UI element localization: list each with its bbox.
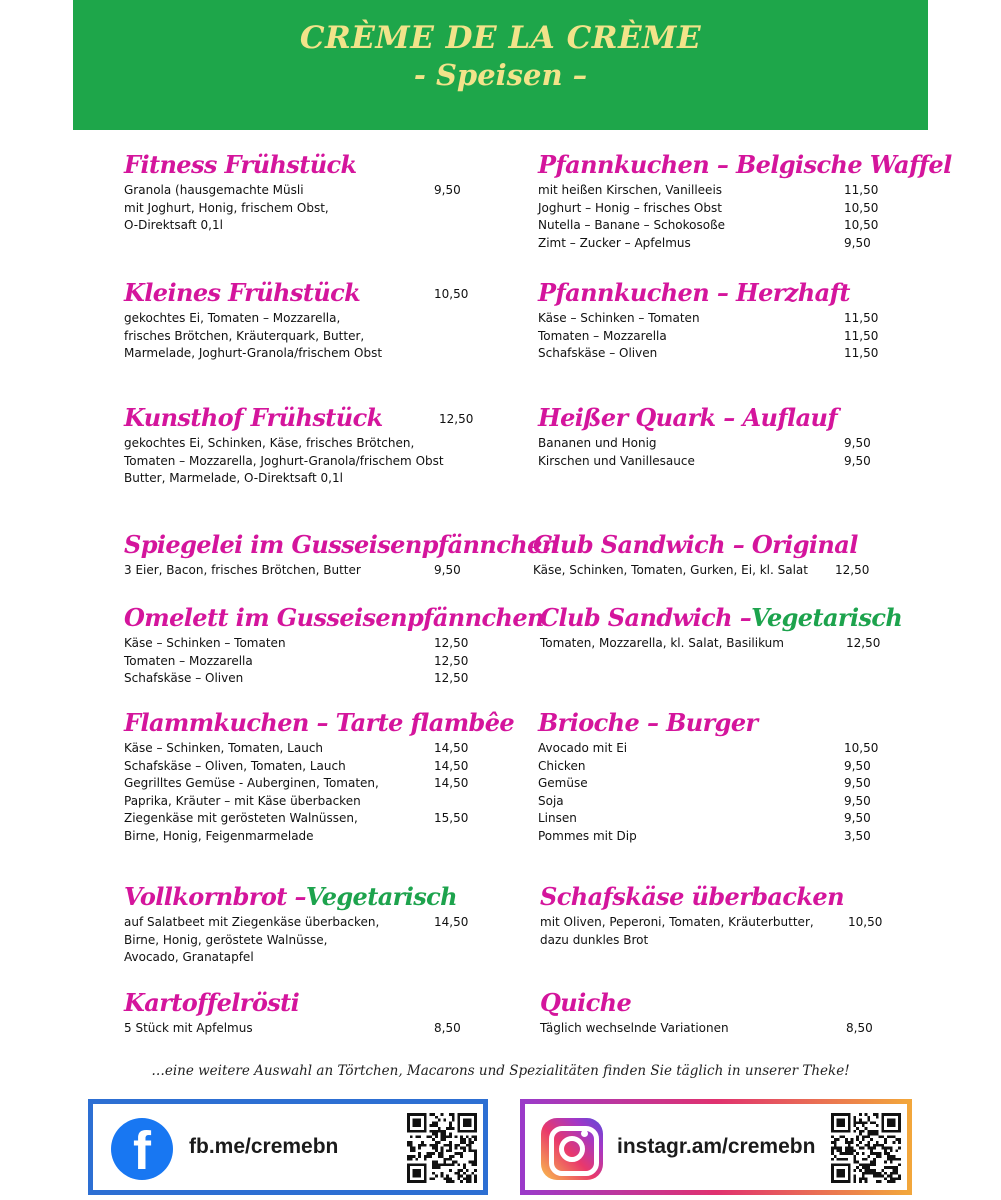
menu-item-row: [124, 828, 564, 846]
menu-subtitle: - Speisen –: [413, 58, 588, 92]
menu-item-row: [124, 653, 564, 671]
item-description: Granola (hausgemachte Müsli: [124, 183, 304, 197]
section-fitness: [124, 150, 564, 235]
item-description: Schafskäse – Oliven, Tomaten, Lauch: [124, 758, 346, 773]
item-description: Schafskäse – Oliven: [124, 671, 244, 685]
item-price: 10,50: [844, 741, 879, 755]
item-price: 14,50: [434, 776, 469, 790]
menu-item-row: [538, 740, 978, 758]
menu-item-row: [124, 740, 564, 758]
item-price: 11,50: [844, 328, 879, 343]
section-title: Kunsthof Frühstück: [124, 403, 383, 432]
menu-item-row: [124, 435, 564, 453]
item-description: Bananen und Honig: [538, 436, 657, 450]
menu-item-row: [124, 635, 564, 653]
menu-item-row: [124, 453, 564, 471]
item-description: Soja: [538, 793, 564, 808]
item-description: Butter, Marmelade, O-Direktsaft 0,1l: [124, 471, 343, 485]
item-description: Avocado, Granatapfel: [124, 950, 254, 964]
item-description: auf Salatbeet mit Ziegenkäse überbacken,: [124, 915, 380, 929]
section-title: Heißer Quark – Auflauf: [538, 403, 838, 432]
item-description: Käse, Schinken, Tomaten, Gurken, Ei, kl. Salat: [533, 563, 808, 577]
item-price: 9,50: [844, 776, 871, 790]
section-kartoffelroesti: [124, 988, 564, 1038]
restaurant-name: CRÈME DE LA CRÈME: [299, 20, 702, 56]
footnote: …eine weitere Auswahl an Törtchen, Macarons und Spezialitäten finden Sie täglich in unserer Theke!: [151, 1063, 850, 1079]
item-description: Ziegenkäse mit gerösteten Walnüssen,: [124, 811, 358, 825]
item-description: mit Joghurt, Honig, frischem Obst,: [124, 200, 329, 215]
section-club-original: [533, 530, 973, 580]
item-price: 14,50: [434, 915, 469, 929]
item-description: Täglich wechselnde Variationen: [540, 1021, 729, 1035]
menu-item-row: [124, 810, 564, 828]
menu-item-row: [538, 182, 978, 200]
item-description: Tomaten – Mozzarella: [124, 653, 253, 668]
section-title: Pfannkuchen – Belgische Waffel: [538, 150, 952, 179]
item-description: 3 Eier, Bacon, frisches Brötchen, Butter: [124, 563, 361, 577]
item-price: 11,50: [844, 311, 879, 325]
item-description: Käse – Schinken, Tomaten, Lauch: [124, 741, 324, 755]
instagram-handle[interactable]: instagr.am/cremebn: [617, 1135, 816, 1158]
instagram-icon: [541, 1118, 603, 1180]
section-flammkuchen: [124, 708, 564, 845]
item-description: Marmelade, Joghurt-Granola/frischem Obst: [124, 346, 383, 360]
menu-item-row: [124, 670, 564, 688]
section-title: Schafskäse überbacken: [540, 882, 844, 911]
menu-item-row: [124, 310, 564, 328]
item-price: 9,50: [844, 235, 871, 250]
menu-item-row: [538, 235, 978, 253]
item-description: Avocado mit Ei: [538, 741, 628, 755]
item-description: gekochtes Ei, Tomaten – Mozzarella,: [124, 311, 341, 325]
menu-item-row: [540, 932, 980, 950]
item-price: 12,50: [434, 671, 469, 685]
item-description: Chicken: [538, 758, 586, 773]
item-price: 11,50: [844, 183, 879, 197]
item-price: 8,50: [434, 1021, 461, 1035]
section-title: Spiegelei im Gusseisenpfännchen: [124, 530, 559, 559]
item-price: 8,50: [846, 1021, 873, 1035]
menu-item-row: [124, 793, 564, 811]
menu-item-row: [540, 1020, 980, 1038]
section-title: Vollkornbrot –Vegetarisch: [124, 882, 457, 911]
facebook-icon: f: [111, 1118, 173, 1180]
menu-item-row: [124, 949, 564, 967]
section-title: Flammkuchen – Tarte flambêe: [124, 708, 515, 737]
item-description: frisches Brötchen, Kräuterquark, Butter,: [124, 328, 365, 343]
section-title: Omelett im Gusseisenpfännchen: [124, 603, 544, 632]
menu-item-row: [124, 914, 564, 932]
item-description: Birne, Honig, Feigenmarmelade: [124, 828, 314, 843]
item-description: Paprika, Kräuter – mit Käse überbacken: [124, 793, 361, 808]
item-description: Nutella – Banane – Schokosoße: [538, 218, 726, 232]
item-price: 9,50: [434, 563, 461, 577]
item-price: 9,50: [844, 793, 871, 808]
item-price: 14,50: [434, 758, 469, 773]
menu-item-row: [538, 828, 978, 846]
item-description: mit Oliven, Peperoni, Tomaten, Kräuterbutter,: [540, 915, 814, 929]
item-description: O-Direktsaft 0,1l: [124, 218, 223, 232]
menu-item-row: [124, 562, 564, 580]
section-title: Kartoffelrösti: [124, 988, 300, 1017]
menu-item-row: [538, 793, 978, 811]
section-title: Club Sandwich – Original: [533, 530, 858, 559]
item-description: Gegrilltes Gemüse - Auberginen, Tomaten,: [124, 776, 379, 790]
menu-item-row: [124, 217, 564, 235]
section-quark-auflauf: [538, 403, 978, 470]
menu-item-row: [538, 453, 978, 471]
section-title: Pfannkuchen – Herzhaft: [538, 278, 850, 307]
item-description: Käse – Schinken – Tomaten: [124, 636, 286, 650]
item-description: Kirschen und Vanillesauce: [538, 453, 695, 468]
item-description: Joghurt – Honig – frisches Obst: [538, 200, 722, 215]
item-price: 3,50: [844, 828, 871, 843]
section-omelett: [124, 603, 564, 688]
menu-item-row: [538, 345, 978, 363]
item-description: Pommes mit Dip: [538, 828, 637, 843]
item-description: dazu dunkles Brot: [540, 932, 649, 947]
item-price: 10,50: [844, 218, 879, 232]
item-description: mit heißen Kirschen, Vanilleeis: [538, 183, 723, 197]
item-price: 9,50: [844, 811, 871, 825]
item-description: 5 Stück mit Apfelmus: [124, 1021, 253, 1035]
item-price: 11,50: [844, 346, 879, 360]
item-description: Schafskäse – Oliven: [538, 346, 658, 360]
menu-item-row: [124, 345, 564, 363]
item-price: 12,50: [439, 412, 474, 426]
menu-item-row: [538, 328, 978, 346]
menu-item-row: [124, 1020, 564, 1038]
item-description: Tomaten, Mozzarella, kl. Salat, Basilikum: [540, 636, 784, 650]
section-quiche: [540, 988, 980, 1038]
menu-item-row: [538, 217, 978, 235]
section-brioche-burger: [538, 708, 978, 845]
item-description: Linsen: [538, 811, 577, 825]
menu-item-row: [124, 470, 564, 488]
menu-item-row: [124, 932, 564, 950]
item-price: 14,50: [434, 741, 469, 755]
menu-item-row: [124, 200, 564, 218]
item-price: 9,50: [844, 453, 871, 468]
item-price: 12,50: [835, 563, 870, 577]
menu-item-row: [124, 758, 564, 776]
item-description: Zimt – Zucker – Apfelmus: [538, 235, 691, 250]
item-price: 9,50: [844, 436, 871, 450]
item-description: Käse – Schinken – Tomaten: [538, 311, 700, 325]
item-description: Birne, Honig, geröstete Walnüsse,: [124, 932, 328, 947]
section-kleines: [124, 278, 564, 363]
item-price: 10,50: [848, 915, 883, 929]
item-description: Gemüse: [538, 776, 588, 790]
section-kunsthof: [124, 403, 564, 488]
item-description: Tomaten – Mozzarella, Joghurt-Granola/frischem Obst: [124, 453, 444, 468]
item-description: Tomaten – Mozzarella: [538, 328, 667, 343]
section-title: Club Sandwich –Vegetarisch: [540, 603, 903, 632]
menu-item-row: [124, 182, 564, 200]
menu-item-row: [124, 328, 564, 346]
menu-item-row: [533, 562, 973, 580]
item-price: 12,50: [434, 653, 469, 668]
menu-item-row: [124, 775, 564, 793]
menu-item-row: [538, 775, 978, 793]
menu-item-row: [538, 758, 978, 776]
section-pfannkuchen-herzhaft: [538, 278, 978, 363]
item-price: 9,50: [844, 758, 871, 773]
section-club-vegetarisch: [540, 603, 980, 653]
section-title: Kleines Frühstück: [124, 278, 361, 307]
menu-item-row: [538, 310, 978, 328]
menu-item-row: [538, 435, 978, 453]
menu-item-row: [540, 635, 980, 653]
item-price: 12,50: [434, 636, 469, 650]
menu-header: [73, 0, 928, 130]
menu-item-row: [540, 914, 980, 932]
section-title: Brioche – Burger: [538, 708, 758, 737]
item-price: 9,50: [434, 183, 461, 197]
section-schafskaese: [540, 882, 980, 949]
section-spiegelei: [124, 530, 564, 580]
section-title: Fitness Frühstück: [124, 150, 357, 179]
menu-item-row: [538, 200, 978, 218]
section-pfannkuchen-waffel: [538, 150, 978, 252]
facebook-handle[interactable]: fb.me/cremebn: [189, 1135, 339, 1158]
item-price: 10,50: [844, 200, 879, 215]
section-vollkornbrot: [124, 882, 564, 967]
item-description: gekochtes Ei, Schinken, Käse, frisches Brötchen,: [124, 436, 415, 450]
item-price: 12,50: [846, 636, 881, 650]
item-price: 10,50: [434, 287, 469, 301]
instagram-box[interactable]: [520, 1099, 912, 1195]
menu-item-row: [538, 810, 978, 828]
facebook-qr-code-icon: [407, 1113, 477, 1183]
item-price: 15,50: [434, 811, 469, 825]
facebook-box[interactable]: [88, 1099, 488, 1195]
section-title: Quiche: [540, 988, 632, 1017]
instagram-qr-code-icon: [831, 1113, 901, 1183]
